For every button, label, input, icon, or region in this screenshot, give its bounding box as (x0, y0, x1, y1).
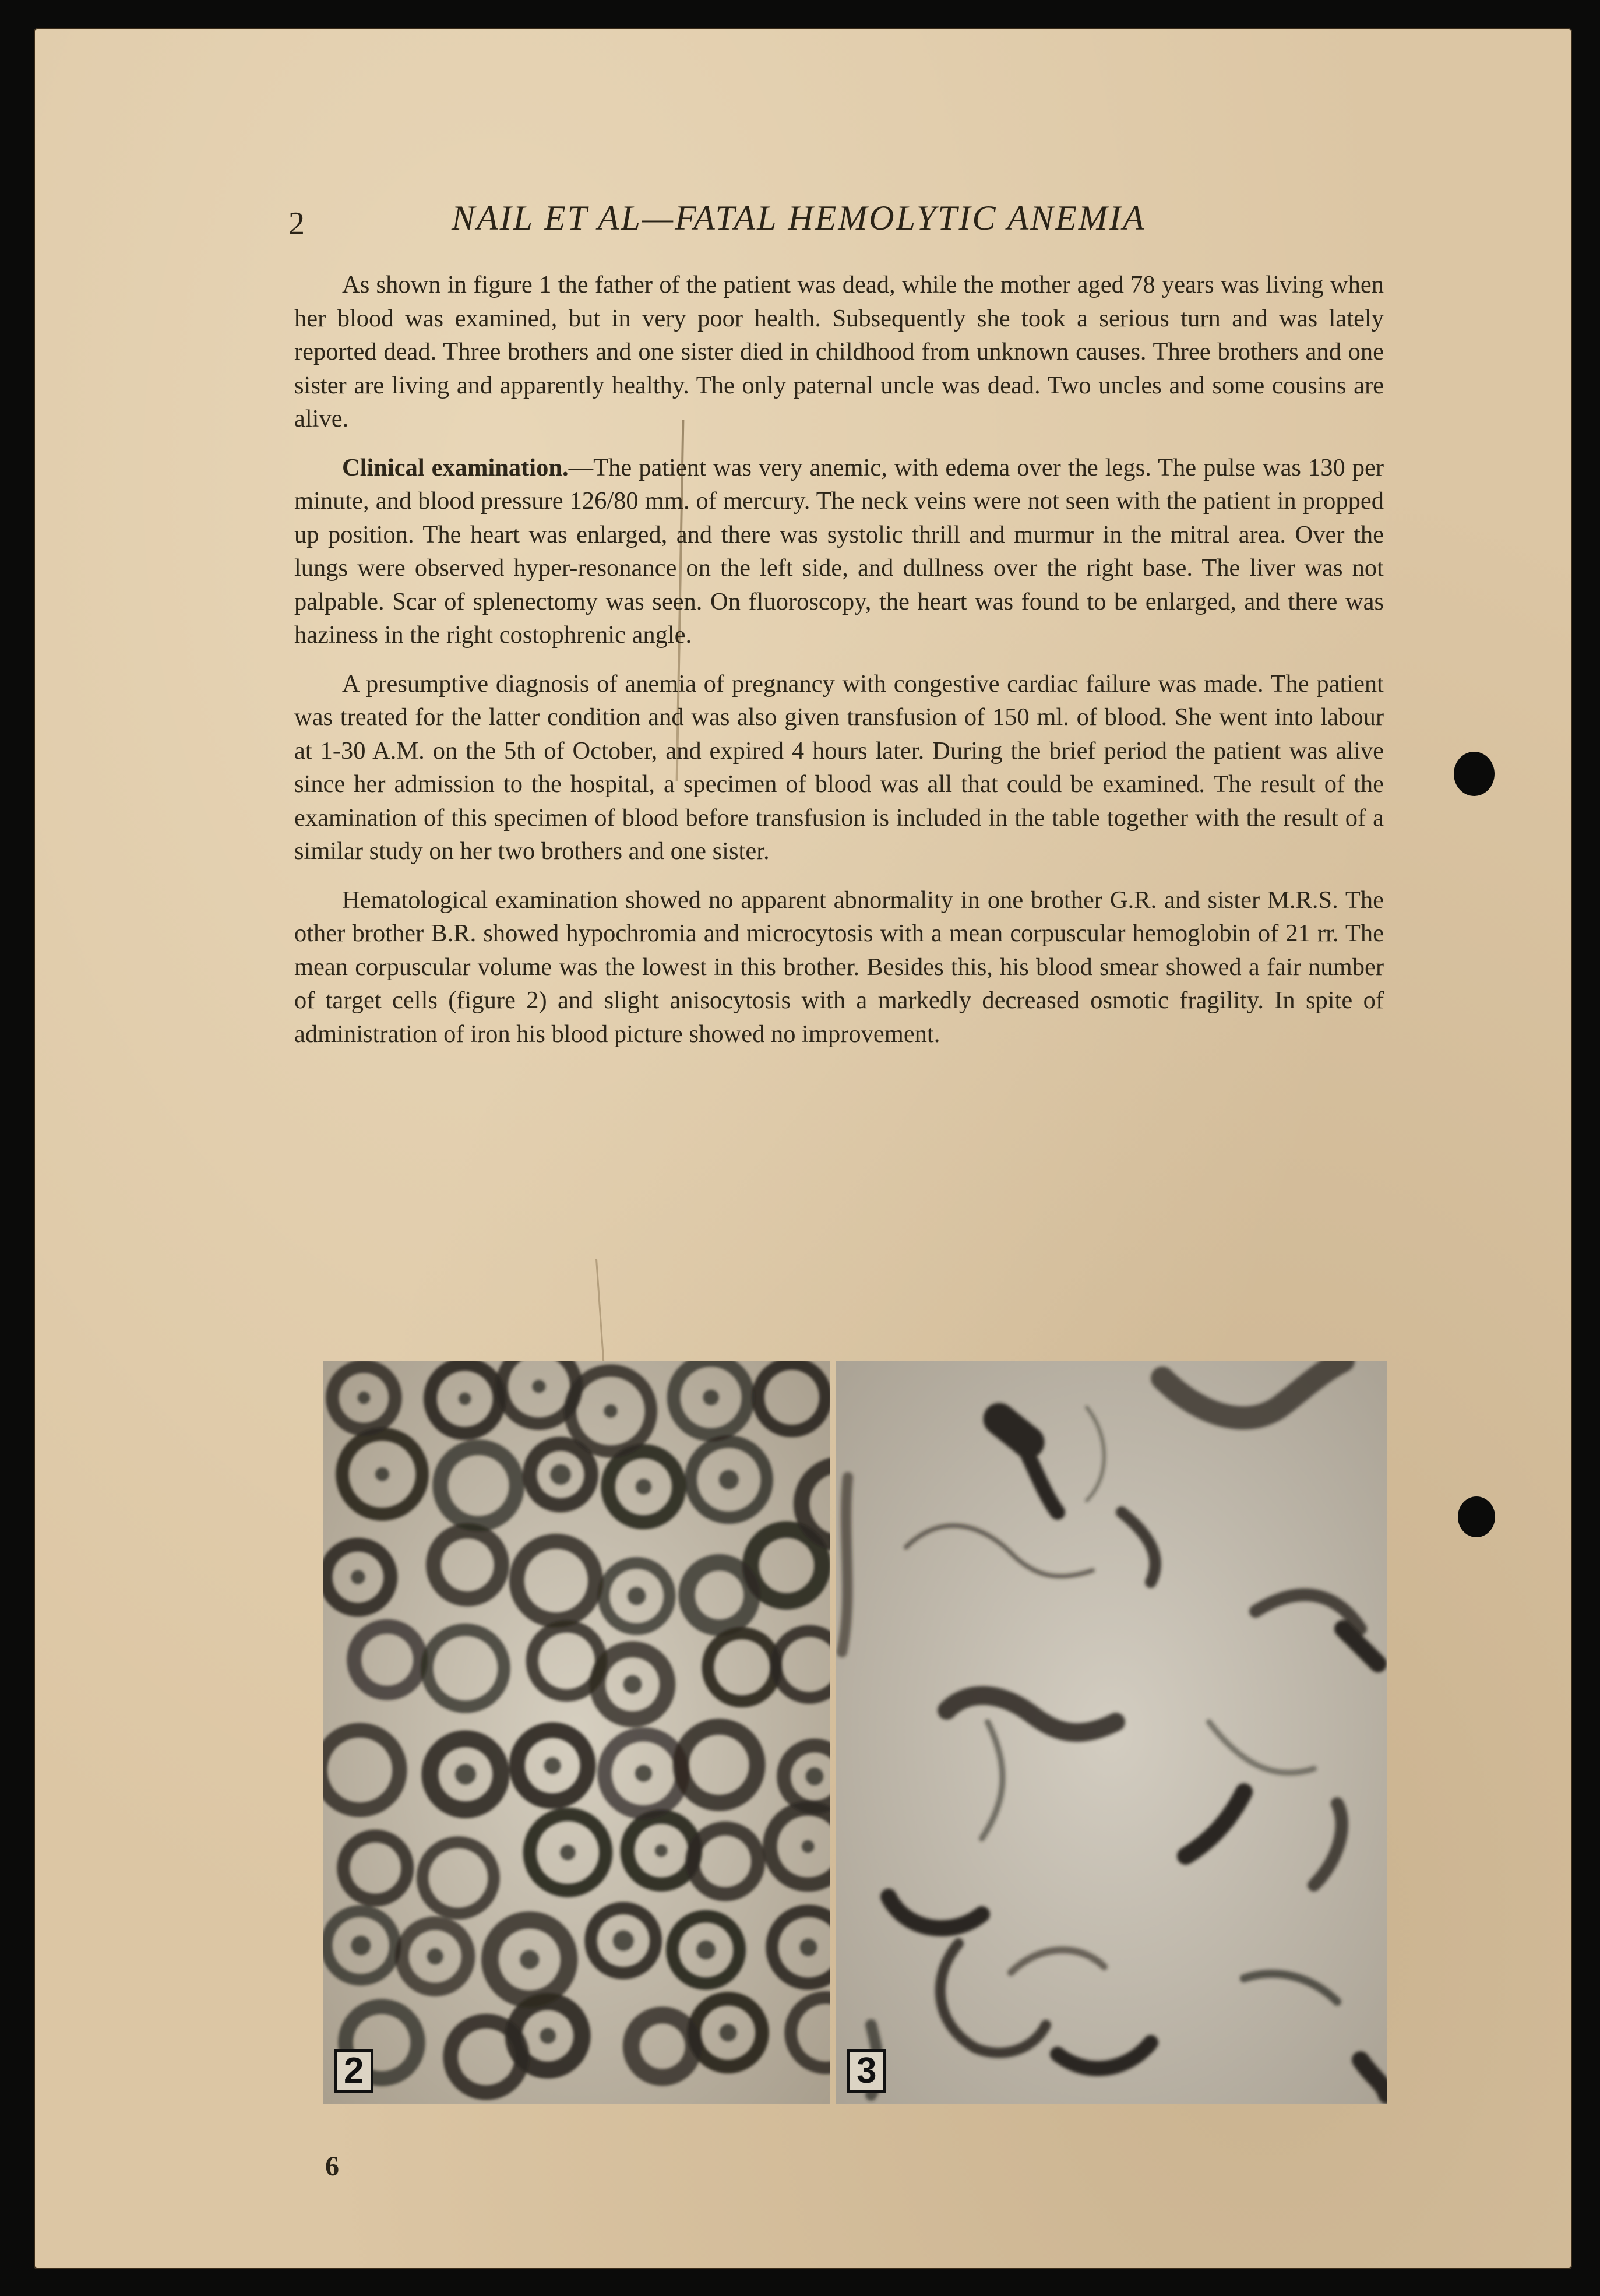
punch-hole (1458, 1496, 1495, 1537)
target-cell-center (351, 1570, 365, 1584)
target-cell-center (703, 1389, 719, 1405)
target-cell-center (604, 1404, 617, 1418)
target-cell-center (550, 1464, 570, 1485)
target-cell-center (655, 1844, 667, 1857)
paragraph (294, 667, 1384, 868)
target-cell-center (544, 1758, 561, 1774)
target-cell-center (802, 1840, 815, 1853)
target-cell-center (455, 1764, 475, 1784)
section-heading: Clinical examination. (342, 453, 569, 481)
target-cell-center (358, 1392, 370, 1404)
target-cell-center (613, 1930, 633, 1950)
running-head: NAIL ET AL—FATAL HEMOLYTIC ANEMIA (452, 199, 1146, 237)
page-number: 2 (288, 206, 305, 242)
target-cell-center (800, 1939, 817, 1956)
target-cell-center (635, 1765, 652, 1782)
target-cell-center (533, 1380, 546, 1393)
paragraph-text: Hematological examination showed no apparent abnormality in one brother G.R. and sister M.R.S. The other brother B.R. showed hypochromia and microcytosis with a mean corpuscular hemoglobin of 21 rr. The mean corpuscular volume was the lowest in this brother. Besides this, his blood smear showed a fair number of target cells (figure 2) and slight anisocytosis with a markedly decreased osmotic fragility. In spite of administration of iron his blood picture showed no improvement. (294, 886, 1384, 1048)
target-cell-center (720, 2024, 737, 2041)
figure-label: 3 (847, 2049, 886, 2093)
target-cell-center (520, 1950, 539, 1969)
target-cell-center (351, 1936, 371, 1956)
body-text (294, 268, 1384, 1066)
target-cell-center (560, 1845, 575, 1860)
sickle-cells-micrograph (836, 1361, 1387, 2104)
paragraph-text: As shown in figure 1 the father of the patient was dead, while the mother aged 78 years was living when her blood was examined, but in very poor health. Subsequently she took a serious turn and was lately reported dead. Three brothers and one sister died in childhood from unknown causes. Three brothers and one sister are living and apparently healthy. The only paternal uncle was dead. Two uncles and some cousins are alive. (294, 271, 1384, 432)
punch-hole (1454, 752, 1495, 796)
paragraph (294, 451, 1384, 652)
figure-label: 2 (334, 2049, 373, 2093)
target-cell-center (636, 1479, 651, 1495)
paragraph-text: A presumptive diagnosis of anemia of pregnancy with congestive cardiac failure was made. The patient was treated for the latter condition and was also given transfusion of 150 ml. of blood. She went into labour at 1-30 A.M. on the 5th of October, and expired 4 hours later. During the brief period the patient was alive since her admission to the hospital, a specimen of blood was all that could be examined. The result of the examination of this specimen of blood before transfusion is included in the table together with the result of a similar study on her two brothers and one sister. (294, 670, 1384, 865)
paragraph (294, 268, 1384, 436)
target-cell-center (427, 1948, 443, 1964)
paragraph (294, 883, 1384, 1051)
paragraph-text: —The patient was very anemic, with edema over the legs. The pulse was 130 per minute, and blood pressure 126/80 mm. of mercury. The neck veins were not seen with the patient in propped up position. The heart was enlarged, and there was systolic thrill and murmur in the mitral area. Over the lungs were observed hyper-resonance on the left side, and dullness over the right base. The liver was not palpable. Scar of splenectomy was seen. On fluoroscopy, the heart was found to be enlarged, and there was haziness in the right costophrenic angle. (294, 453, 1384, 649)
target-cell-center (540, 2028, 556, 2044)
target-cell-center (459, 1393, 471, 1405)
target-cell-center (696, 1941, 716, 1960)
target-cell-center (623, 1675, 642, 1693)
micrograph-figure (323, 1361, 1387, 2104)
target-cell-center (375, 1467, 389, 1481)
target-cells-image (323, 1361, 830, 2104)
target-cell-center (719, 1470, 739, 1489)
page-number: 6 (325, 2151, 339, 2182)
sickle-cells-image (836, 1361, 1387, 2104)
target-cells-micrograph (323, 1361, 830, 2104)
target-cell-center (806, 1767, 824, 1786)
target-cell-center (628, 1587, 646, 1605)
